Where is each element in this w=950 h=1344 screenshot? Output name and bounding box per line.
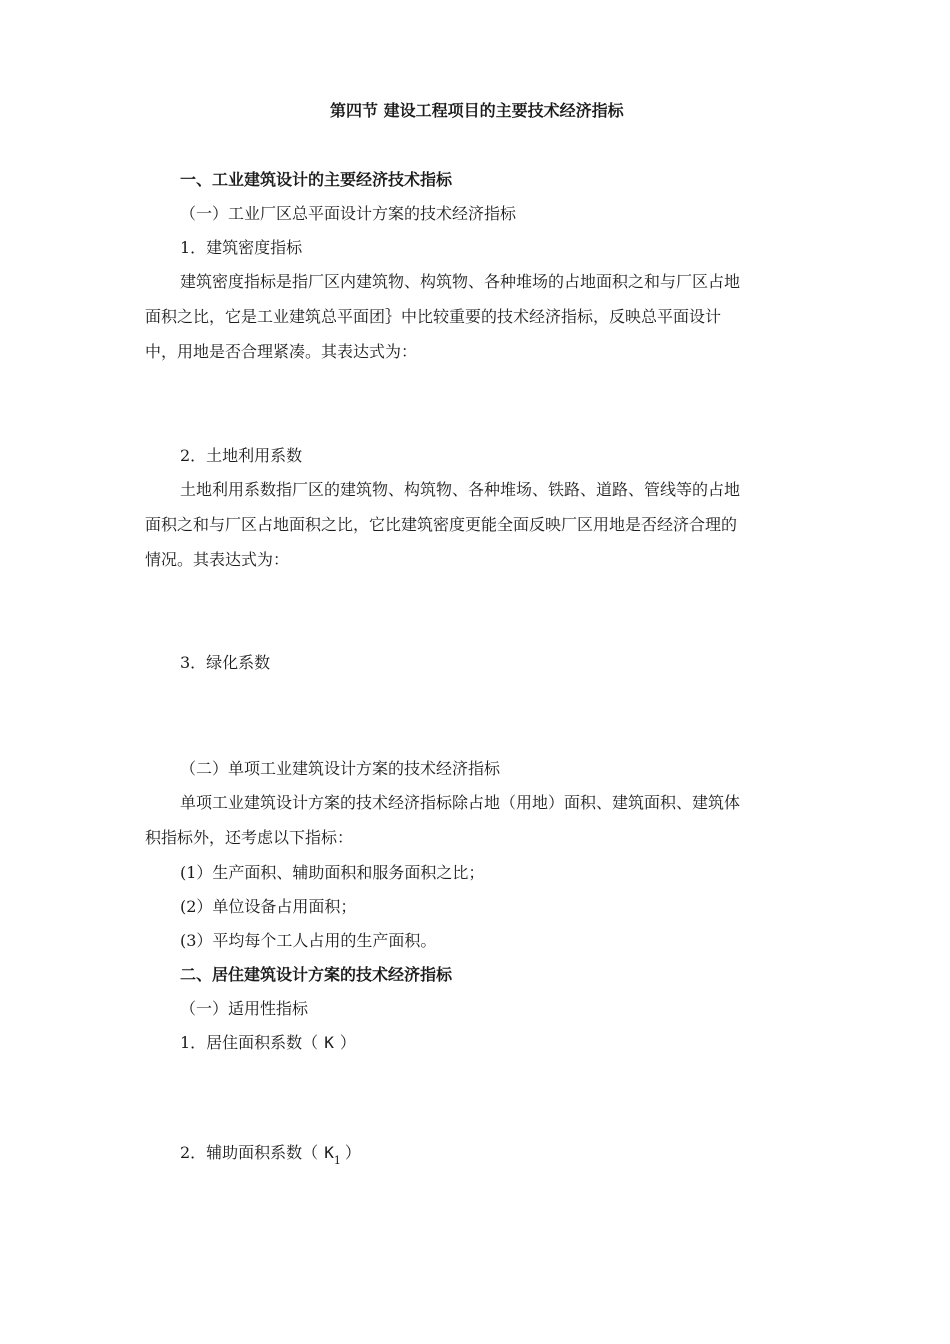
item-heading: 1．建筑密度指标	[180, 238, 303, 257]
item-heading-text: 2．辅助面积系数（	[180, 1143, 319, 1162]
item-heading: 2．土地利用系数	[180, 446, 303, 465]
section-heading: 二、居住建筑设计方案的技术经济指标	[180, 965, 453, 984]
paragraph-line: 建筑密度指标是指厂区内建筑物、构筑物、各种堆场的占地面积之和与厂区占地	[180, 272, 741, 291]
item-heading: 3．绿化系数	[180, 653, 271, 672]
paragraph-line: 情况。其表达式为：	[145, 550, 290, 569]
k1-subscript: 1	[333, 1154, 341, 1167]
paragraph-line: 面积之和与厂区占地面积之比，它比建筑密度更能全面反映厂区用地是否经济合理的	[145, 515, 738, 534]
item-heading	[180, 1142, 361, 1166]
item-heading	[180, 1032, 356, 1054]
paragraph-line: 单项工业建筑设计方案的技术经济指标除占地（用地）面积、建筑面积、建筑体	[180, 793, 741, 812]
list-item: (1）生产面积、辅助面积和服务面积之比；	[180, 863, 485, 882]
k-symbol: K	[324, 1033, 334, 1052]
section-heading: 一、工业建筑设计的主要经济技术指标	[180, 170, 453, 189]
closing-paren: ）	[344, 1143, 361, 1162]
subsection-heading: （一）工业厂区总平面设计方案的技术经济指标	[180, 204, 517, 223]
paragraph-line: 中，用地是否合理紧凑。其表达式为：	[145, 342, 418, 361]
subsection-heading: （二）单项工业建筑设计方案的技术经济指标	[180, 759, 501, 778]
item-heading-text: 1．居住面积系数（	[180, 1033, 319, 1052]
paragraph-line: 积指标外，还考虑以下指标：	[145, 828, 354, 847]
list-item: (2）单位设备占用面积；	[180, 897, 357, 916]
subsection-heading: （一）适用性指标	[180, 999, 309, 1018]
paragraph-line: 面积之比，它是工业建筑总平面团｝中比较重要的技术经济指标，反映总平面设计	[145, 307, 722, 326]
k1-symbol: K	[324, 1143, 334, 1162]
list-item: (3）平均每个工人占用的生产面积。	[180, 931, 437, 950]
closing-paren: ）	[339, 1033, 356, 1052]
paragraph-line: 土地利用系数指厂区的建筑物、构筑物、各种堆场、铁路、道路、管线等的占地	[180, 480, 741, 499]
page-title: 第四节 建设工程项目的主要技术经济指标	[330, 101, 624, 120]
